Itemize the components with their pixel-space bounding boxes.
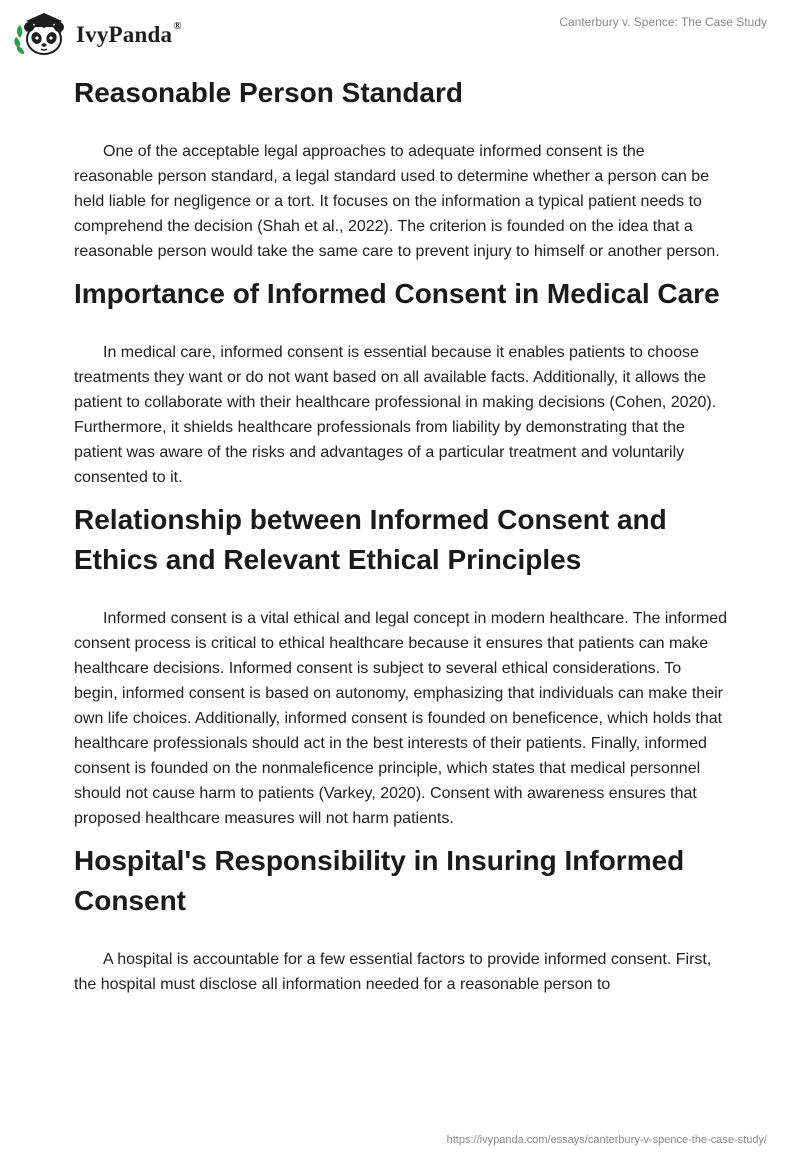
section-reasonable-person-standard <box>74 73 728 264</box>
essay-content <box>74 70 728 997</box>
section-importance-of-informed-consent <box>74 274 728 490</box>
section-paragraph: In medical care, informed consent is essential because it enables patients to choose treatments they want or do not want based on all available facts. Additionally, it allows the patient to collaborate with their healthcare professional in making decisions (Cohen, 2020). Furthermore, it shields healthcare professionals from liability by demonstrating that the patient was aware of the risks and advantages of a particular treatment and voluntarily consented to it. <box>74 344 717 486</box>
page-header <box>0 0 800 70</box>
document-title: Canterbury v. Spence: The Case Study <box>559 15 767 29</box>
section-heading: Relationship between Informed Consent and Ethics and Relevant Ethical Principles <box>74 504 667 575</box>
section-relationship-consent-ethics <box>74 500 728 831</box>
ivypanda-logo[interactable] <box>14 8 182 58</box>
brand-name: IvyPanda® <box>76 20 182 47</box>
section-heading: Reasonable Person Standard <box>74 77 464 108</box>
source-url[interactable]: https://ivypanda.com/essays/canterbury-v-spence-the-case-study/ <box>446 1134 767 1146</box>
section-paragraph: Informed consent is a vital ethical and legal concept in modern healthcare. The informed consent process is critical to ethical healthcare because it ensures that patients can make healthcare decisions. Informed consent is subject to several ethical considerations. To begin, informed consent is based on autonomy, emphasizing that individuals can make their own life choices. Additionally, informed consent is founded on beneficence, which holds that healthcare professionals should act in the best interests of their patients. Finally, informed consent is founded on the nonmaleficence principle, which states that medical personnel should not cause harm to patients (Varkey, 2020). Consent with awareness ensures that proposed healthcare measures will not harm patients. <box>74 610 728 827</box>
registered-mark: ® <box>173 20 182 32</box>
section-paragraph: One of the acceptable legal approaches to adequate informed consent is the reasonable person standard, a legal standard used to determine whether a person can be held liable for negligence or a tort. It focuses on the information a typical patient needs to comprehend the decision (Shah et al., 2022). The criterion is founded on the idea that a reasonable person would take the same care to prevent injury to himself or another person. <box>74 143 720 260</box>
section-heading: Hospital's Responsibility in Insuring Informed Consent <box>74 845 685 916</box>
section-hospital-responsibility <box>74 841 728 997</box>
panda-logo-icon <box>14 8 72 58</box>
section-paragraph: A hospital is accountable for a few essential factors to provide informed consent. First, the hospital must disclose all information needed for a reasonable person to <box>74 951 712 993</box>
section-heading: Importance of Informed Consent in Medical Care <box>74 278 720 309</box>
